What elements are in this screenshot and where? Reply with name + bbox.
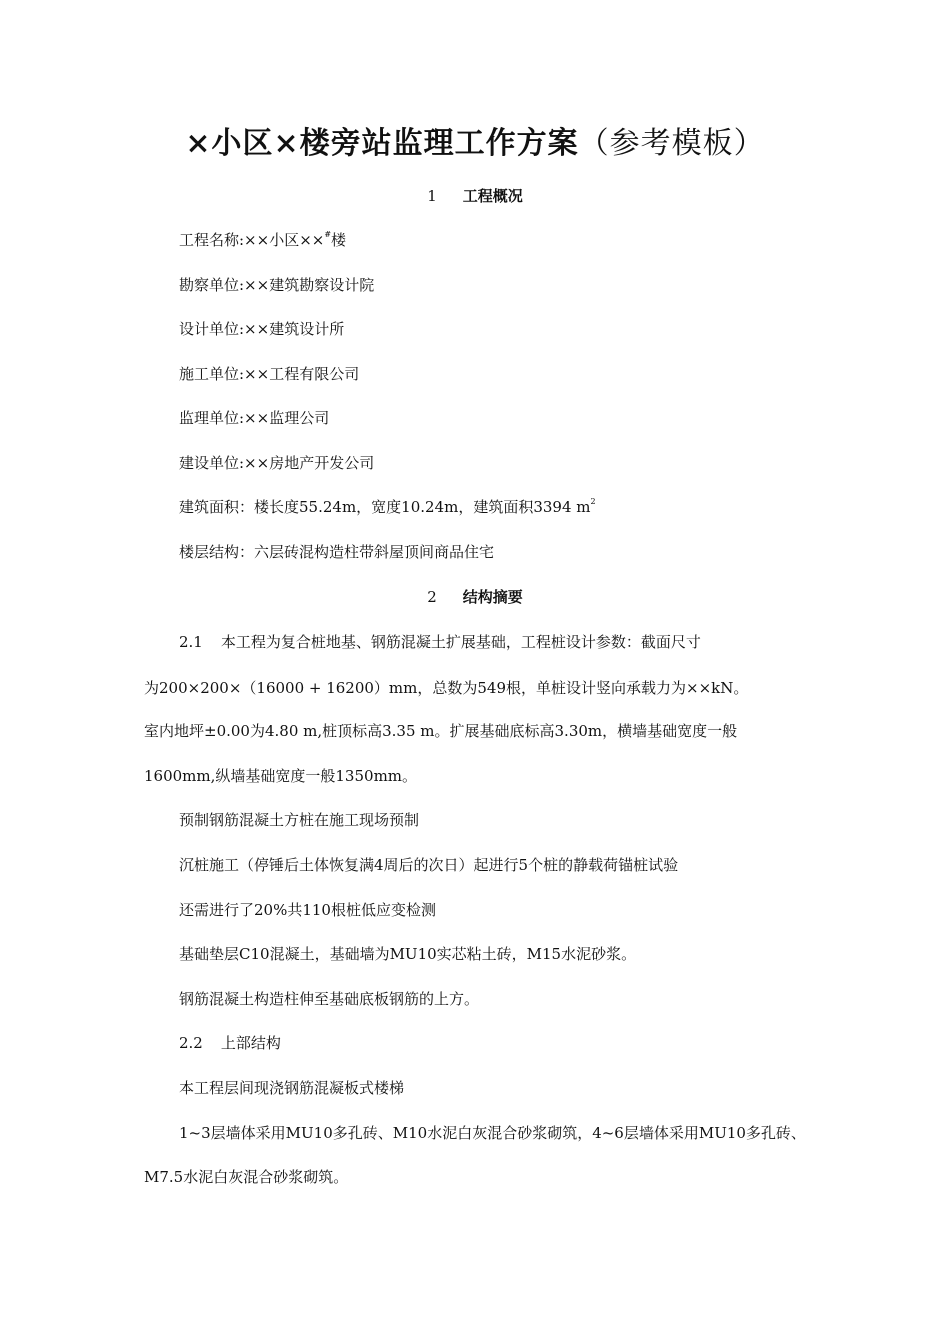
building-area-line — [179, 496, 596, 517]
para-2-2-heading — [179, 1032, 281, 1053]
para-2-1-line-2: 为200×200×（16000 + 16200）mm，总数为549根，单桩设计竖向承载力为××kN。 — [144, 679, 749, 697]
foundation-cushion-line: 基础垫层C10混凝土，基础墙为MU10实芯粘土砖，M15水泥砂浆。 — [179, 945, 637, 963]
floor-structure-line: 楼层结构：六层砖混构造柱带斜屋顶间商品住宅 — [179, 543, 495, 561]
project-name-line — [179, 229, 346, 250]
project-name-tail: 楼 — [331, 231, 347, 249]
building-area-sup: 2 — [590, 497, 596, 506]
section-1-heading — [0, 185, 950, 206]
supervision-unit-line: 监理单位:××监理公司 — [179, 409, 330, 427]
para-2-2-title: 上部结构 — [220, 1034, 281, 1052]
project-name-sup: # — [324, 230, 332, 239]
building-area-text: 建筑面积：楼长度55.24m，宽度10.24m，建筑面积3394 m — [179, 498, 591, 516]
para-2-1-line-3: 室内地坪±0.00为4.80 m,桩顶标高3.35 m。扩展基础底标高3.30m，横墙基础宽度一般 — [144, 722, 738, 740]
section-1-number: 1 — [427, 187, 437, 205]
developer-unit-line: 建设单位:××房地产开发公司 — [179, 454, 375, 472]
project-name-text: 工程名称:××小区×× — [179, 231, 325, 249]
document-title — [0, 118, 950, 162]
wall-material-line-2: M7.5水泥白灰混合砂浆砌筑。 — [144, 1168, 349, 1186]
section-2-number: 2 — [427, 588, 437, 606]
section-2-heading — [0, 586, 950, 607]
title-main: ×小区×楼旁站监理工作方案 — [185, 126, 579, 161]
wall-material-line-1: 1~3层墙体采用MU10多孔砖、M10水泥白灰混合砂浆砌筑，4~6层墙体采用MU10多孔砖、 — [179, 1124, 806, 1142]
section-2-title: 结构摘要 — [462, 588, 523, 606]
para-2-1-line-1 — [179, 631, 701, 652]
precast-pile-line: 预制钢筋混凝土方桩在施工现场预制 — [179, 811, 420, 829]
title-suffix: （参考模板） — [578, 126, 765, 161]
stair-line: 本工程层间现浇钢筋混凝板式楼梯 — [179, 1079, 405, 1097]
para-2-1-text-1: 本工程为复合桩地基、钢筋混凝土扩展基础，工程桩设计参数：截面尺寸 — [220, 633, 701, 651]
design-unit-line: 设计单位:××建筑设计所 — [179, 320, 345, 338]
survey-unit-line: 勘察单位:××建筑勘察设计院 — [179, 276, 375, 294]
para-2-1-number: 2.1 — [179, 633, 203, 651]
para-2-1-line-4: 1600mm,纵墙基础宽度一般1350mm。 — [144, 767, 418, 785]
para-2-2-number: 2.2 — [179, 1034, 203, 1052]
low-strain-test-line: 还需进行了20%共110根桩低应变检测 — [179, 901, 436, 919]
section-1-title: 工程概况 — [462, 187, 523, 205]
pile-sinking-line: 沉桩施工（停锤后土体恢复满4周后的次日）起进行5个桩的静载荷锚桩试验 — [179, 856, 679, 874]
construction-unit-line: 施工单位:××工程有限公司 — [179, 365, 360, 383]
constructional-column-line: 钢筋混凝土构造柱伸至基础底板钢筋的上方。 — [179, 990, 480, 1008]
